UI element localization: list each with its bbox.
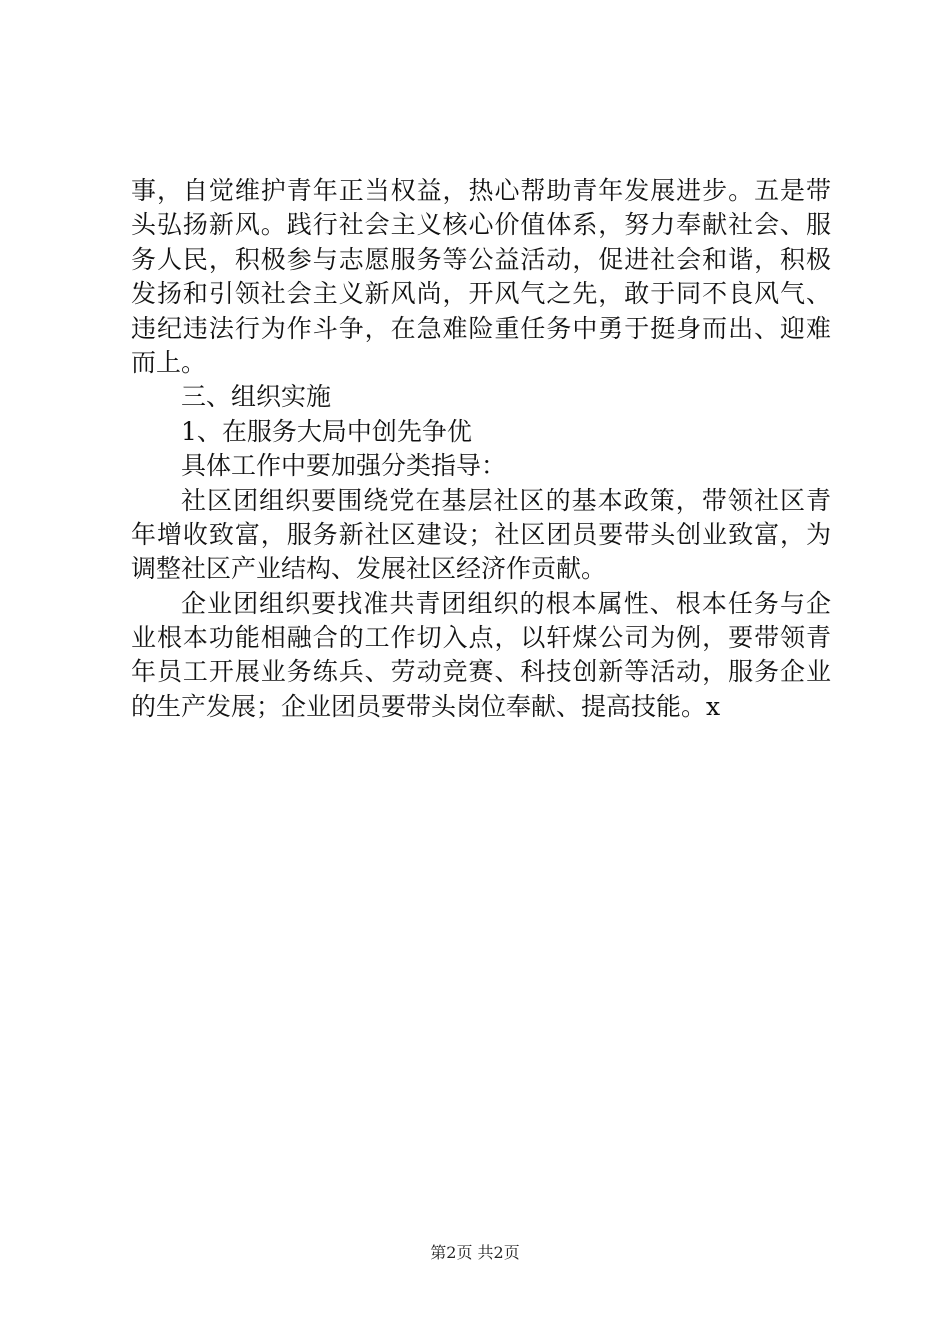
- section-heading: 三、组织实施: [181, 382, 332, 412]
- text-line: 社区团组织要围绕党在基层社区的基本政策，带领社区青: [181, 485, 831, 515]
- text-line: 违纪违法行为作斗争，在急难险重任务中勇于挺身而出、迎难: [131, 313, 831, 343]
- text-line: 调整社区产业结构、发展社区经济作贡献。: [131, 554, 607, 584]
- page-footer: 第2页 共2页: [430, 1243, 520, 1262]
- subsection-heading: 1、在服务大局中创先争优: [181, 416, 472, 446]
- text-line: 的生产发展；企业团员要带头岗位奉献、提高技能。x: [131, 691, 721, 721]
- text-line: 企业团组织要找准共青团组织的根本属性、根本任务与企: [181, 588, 831, 618]
- document-body: [131, 174, 831, 724]
- text-line: 发扬和引领社会主义新风尚，开风气之先，敢于同不良风气、: [131, 279, 831, 309]
- text-line: 事，自觉维护青年正当权益，热心帮助青年发展进步。五是带: [131, 176, 831, 205]
- text-line: 具体工作中要加强分类指导：: [181, 451, 507, 481]
- text-line: 业根本功能相融合的工作切入点，以轩煤公司为例，要带领青: [131, 623, 831, 653]
- text-line: 而上。: [131, 347, 207, 377]
- text-line: 年增收致富，服务新社区建设；社区团员要带头创业致富，为: [131, 519, 831, 549]
- text-line: 头弘扬新风。践行社会主义核心价值体系，努力奉献社会、服: [131, 210, 831, 240]
- text-line: 年员工开展业务练兵、劳动竞赛、科技创新等活动，服务企业: [131, 657, 831, 687]
- text-line: 务人民，积极参与志愿服务等公益活动，促进社会和谐，积极: [131, 244, 831, 274]
